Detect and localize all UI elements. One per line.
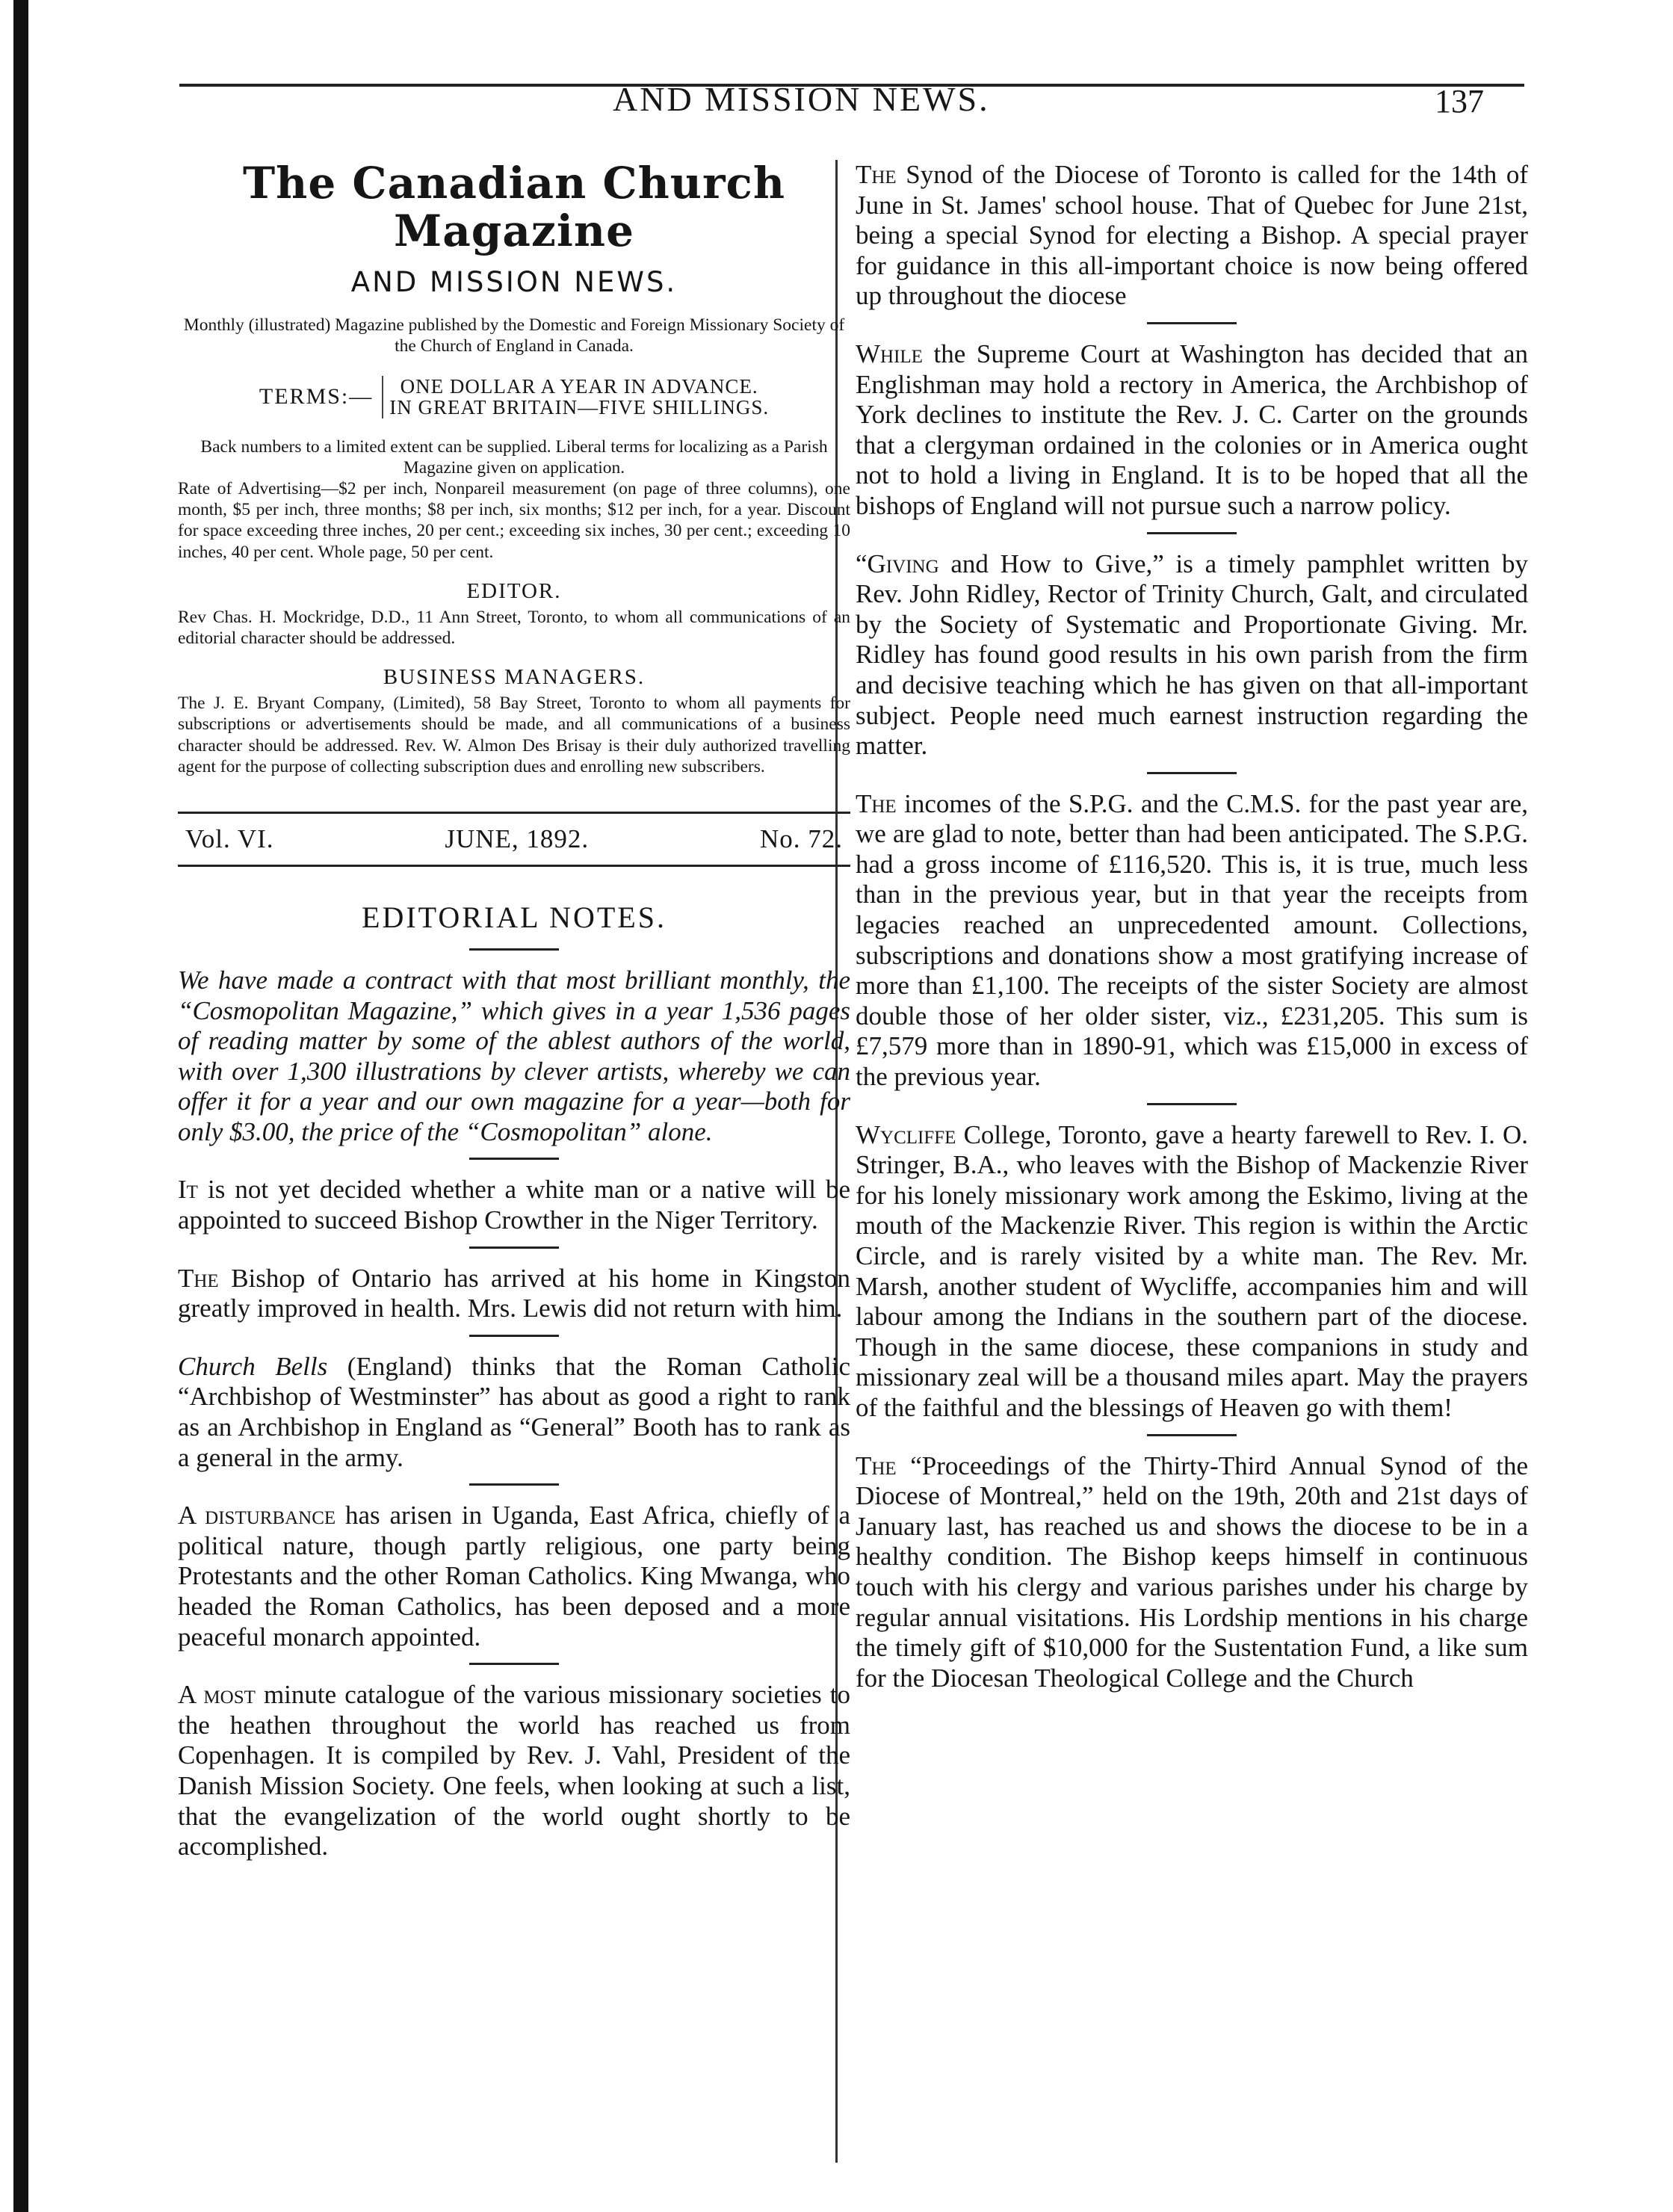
- terms-lines: [382, 376, 769, 418]
- separator-rule: [469, 1335, 559, 1337]
- left-column: [178, 160, 850, 1862]
- editorial-note: [178, 1501, 850, 1652]
- note-text: College, Toronto, gave a hearty farewell to Rev. I. O. Stringer, B.A., who leaves with the Bishop of Mackenzie River for his lonely missionary work among the Eskimo, living at the mouth of the Mackenzie River. This region is within the Arctic Circle, and is rarely visited by a white man. The Rev. Mr. Marsh, another student of Wycliffe, accompanies him and will labour among the Indians in the southern part of the diocese. Though in the same diocese, these companions in study and missionary zeal will be a thousand miles apart. May the prayers of the faithful and the blessings of Heaven go with them!: [856, 1119, 1528, 1422]
- issue-bar: [178, 812, 850, 867]
- note-lead: It: [178, 1175, 198, 1205]
- note-lead: A most: [178, 1680, 256, 1710]
- separator-rule: [1147, 772, 1237, 774]
- separator-rule: [469, 1663, 559, 1665]
- editorial-note: [856, 549, 1528, 761]
- back-numbers-text: Back numbers to a limited extent can be supplied. Liberal terms for localizing as a Parish Magazine given on application.: [200, 436, 828, 478]
- masthead: [178, 160, 850, 777]
- note-text: has arisen in Uganda, East Africa, chiefly of a political nature, though partly religious, one party being Protestants and the other Roman Catholics. King Mwanga, who headed the Roman Catholics, has been deposed and a more peaceful monarch appointed.: [178, 1501, 850, 1652]
- editorial-note: [856, 160, 1528, 312]
- header-rule: [179, 84, 1524, 87]
- note-text: incomes of the S.P.G. and the C.M.S. for the past year are, we are glad to note, better than had been anticipated. The S.P.G. had a gross income of £116,520. This is, it is true, much less than in the previous year, but in that year the receipts from legacies reached an unprecedented amount. Collections, subscriptions and donations show a most gratifying increase of more than £1,100. The receipts of the sister Society are almost double those of her older sister, viz., £231,205. This sum is £7,579 more than in 1890-91, which was £15,000 in excess of the previous year.: [856, 788, 1528, 1092]
- separator-rule: [469, 1483, 559, 1486]
- note-lead: “Giving: [856, 549, 939, 578]
- note-lead: The: [856, 1451, 897, 1480]
- section-heading: EDITORIAL NOTES.: [362, 900, 667, 934]
- scan-edge: [13, 0, 28, 2212]
- note-text: Bishop of Ontario has arrived at his home in Kingston greatly improved in health. Mrs. Lewis did not return with him.: [178, 1263, 850, 1323]
- note-lead: Wycliffe: [856, 1119, 956, 1149]
- volume: Vol. VI.: [185, 824, 274, 853]
- editorial-note: [178, 1352, 850, 1473]
- separator-rule: [1147, 322, 1237, 324]
- editorial-note: We have made a contract with that most brilliant monthly, the “Cosmopolitan Magazine,” which gives in a year 1,536 pages of reading matter by some of the ablest authors of the world, with over 1,300 illustrations by clever artists, whereby we can offer it for a year and our own magazine for a year—both for only $3.00, the price of the “Cosmopolitan” alone.: [178, 965, 850, 1146]
- editorial-note: [856, 789, 1528, 1093]
- editorial-note: [856, 1451, 1528, 1694]
- note-lead: While: [856, 339, 923, 368]
- separator-rule: [469, 948, 559, 951]
- managers-text: The J. E. Bryant Company, (Limited), 58 Bay Street, Toronto to whom all payments for subscriptions or advertisements should be made, and all communications of a business character should be addressed. Rev. W. Almon Des Brisay is their duly authorized travelling agent for the purpose of collecting subscription dues and enrolling new subscribers.: [178, 693, 850, 776]
- note-lead: The: [856, 160, 897, 189]
- managers-heading: BUSINESS MANAGERS.: [383, 665, 646, 690]
- separator-rule: [469, 1246, 559, 1249]
- running-head: AND MISSION NEWS.: [613, 80, 990, 118]
- note-text: minute catalogue of the various missionary societies to the heathen throughout the world has reached us from Copenhagen. It is compiled by Rev. J. Vahl, President of the Danish Mission Society. One feels, when looking at such a list, that the evangelization of the world ought shortly to be accomplished.: [178, 1680, 850, 1862]
- page-number: 137: [1435, 83, 1484, 120]
- issue-date: JUNE, 1892.: [445, 824, 590, 853]
- editorial-note: [856, 339, 1528, 522]
- note-lead: The: [178, 1263, 219, 1293]
- separator-rule: [1147, 1434, 1237, 1436]
- separator-rule: [469, 1158, 559, 1160]
- editorial-note: [178, 1680, 850, 1862]
- masthead-subtitle: AND MISSION NEWS.: [350, 265, 678, 298]
- terms-line: ONE DOLLAR A YEAR IN ADVANCE.: [400, 374, 758, 398]
- masthead-description: Monthly (illustrated) Magazine published by the Domestic and Foreign Missionary Society of the Church of England in Canada.: [183, 315, 845, 356]
- note-text: Synod of the Diocese of Toronto is called for the 14th of June in St. James' school house. That of Quebec for June 21st, being a special Synod for electing a Bishop. A special prayer for guidance in this all-important choice is now being offered up throughout the diocese: [856, 160, 1528, 311]
- right-column: [856, 160, 1528, 1693]
- note-lead: Church Bells: [178, 1351, 328, 1381]
- editorial-note: [856, 1120, 1528, 1424]
- separator-rule: [1147, 532, 1237, 534]
- note-text: and How to Give,” is a timely pamphlet written by Rev. John Ridley, Rector of Trinity Church, Galt, and circulated by the Society of Systematic and Proportionate Giving. Mr. Ridley has found good results in his own parish from the firm and decisive teaching which he has given on that all-important subject. People need much earnest instruction regarding the matter.: [856, 549, 1528, 761]
- note-lead: A disturbance: [178, 1501, 336, 1530]
- editor-heading: EDITOR.: [466, 578, 562, 603]
- note-text: is not yet decided whether a white man or a native will be appointed to succeed Bishop Crowther in the Niger Territory.: [178, 1175, 850, 1235]
- note-text: “Proceedings of the Thirty-Third Annual Synod of the Diocese of Montreal,” held on the 19th, 20th and 21st days of January last, has reached us and shows the diocese to be in a healthy condition. The Bishop keeps himself in continuous touch with his clergy and various parishes under his charge by regular annual visitations. His Lordship mentions in his charge the timely gift of $10,000 for the Sustentation Fund, a like sum for the Diocesan Theological College and the Church: [856, 1451, 1528, 1693]
- note-text: (England) thinks that the Roman Catholic “Archbishop of Westminster” has about as good a right to rank as an Archbishop in England as “General” Booth has to rank as a general in the army.: [178, 1351, 851, 1472]
- note-lead: The: [856, 788, 897, 818]
- masthead-title: The Canadian Church Magazine: [243, 158, 785, 256]
- issue-number: No. 72.: [759, 824, 843, 853]
- note-text: the Supreme Court at Washington has decided that an Englishman may hold a rectory in America, the Archbishop of York declines to institute the Rev. J. C. Carter on the grounds that a clergyman ordained in the colonies or in America ought not to hold a living in England. It is to be hoped that all the bishops of England will not pursue such a narrow policy.: [856, 339, 1528, 520]
- separator-rule: [1147, 1103, 1237, 1105]
- terms-line: IN GREAT BRITAIN—FIVE SHILLINGS.: [389, 396, 770, 419]
- editorial-note: [178, 1175, 850, 1235]
- advertising-rates: Rate of Advertising—$2 per inch, Nonpareil measurement (on page of three columns), one month, $5 per inch, three months; $8 per inch, six months; $12 per inch, for a year. Discount for space exceeding three inches, 20 per cent.; exceeding six inches, 30 per cent.; exceeding 10 inches, 40 per cent. Whole page, 50 per cent.: [178, 479, 850, 562]
- editor-text: Rev Chas. H. Mockridge, D.D., 11 Ann Street, Toronto, to whom all communications of an editorial character should be addressed.: [178, 607, 850, 648]
- terms-label: TERMS:—: [259, 384, 374, 410]
- editorial-note: [178, 1264, 850, 1324]
- terms-block: [178, 376, 850, 418]
